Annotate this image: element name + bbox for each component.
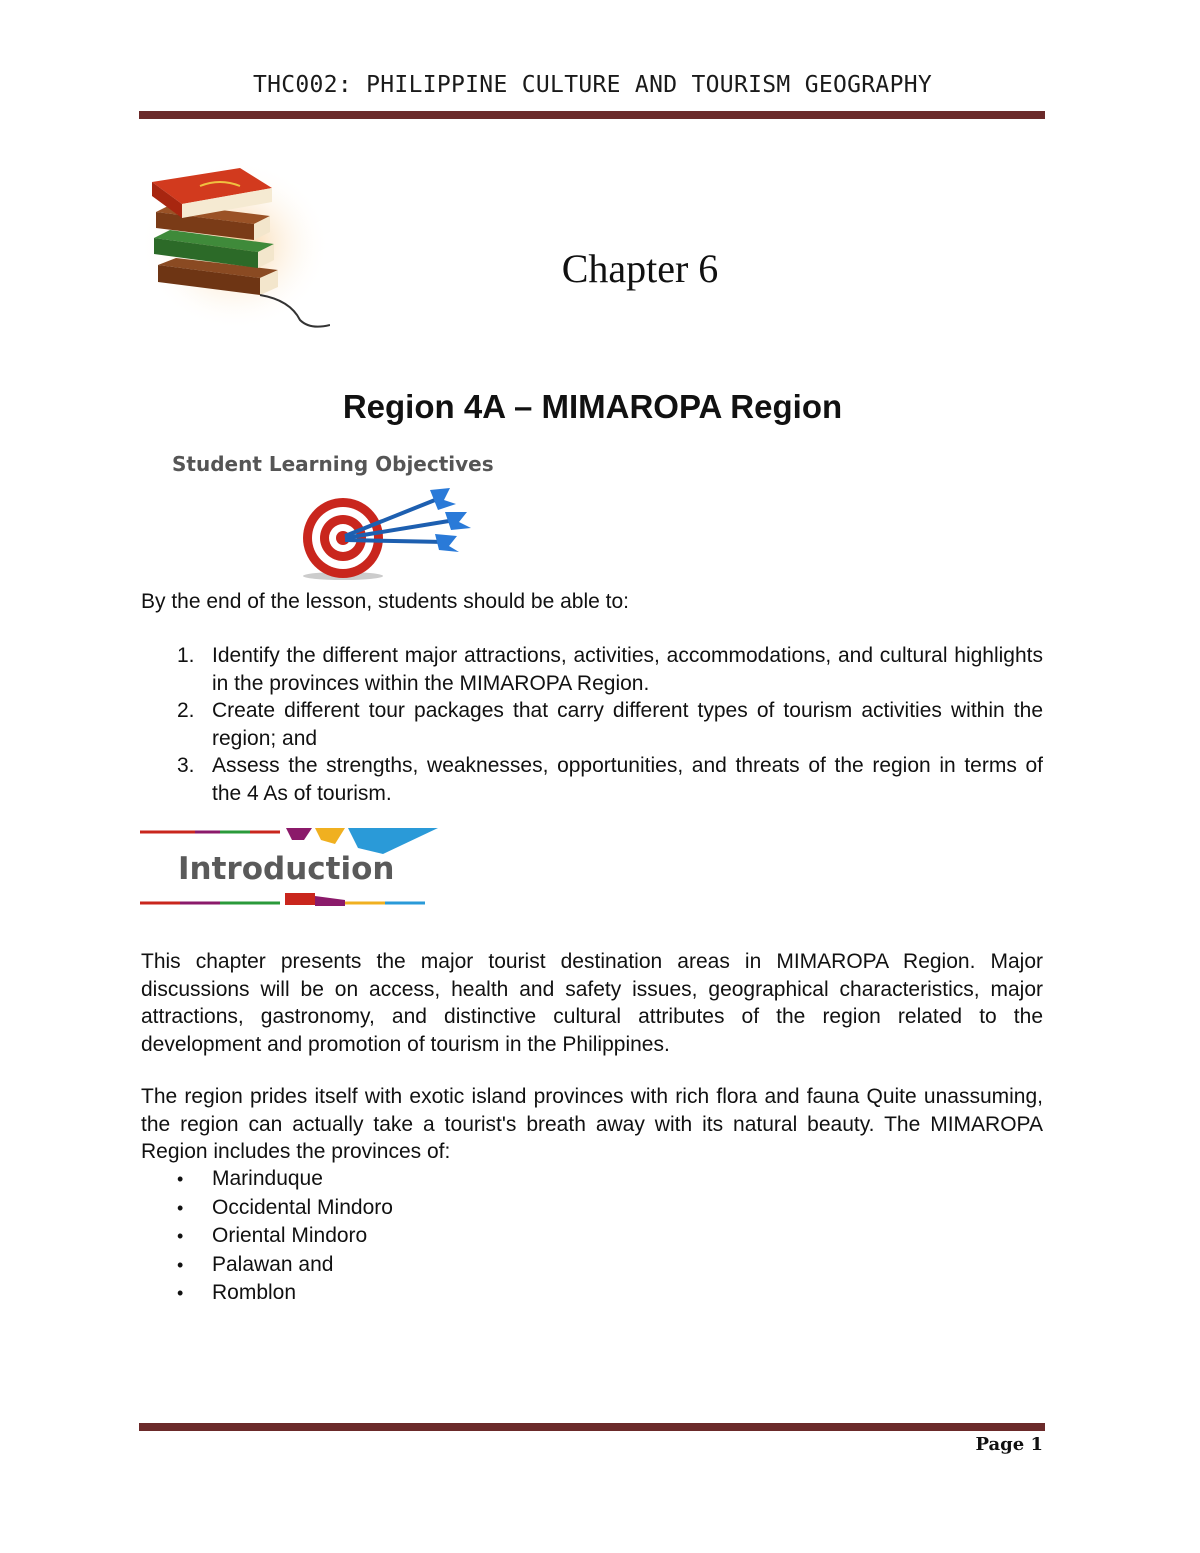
province-name: Oriental Mindoro [212,1224,368,1248]
objectives-heading: Student Learning Objectives [172,452,494,476]
province-name: Romblon [212,1281,297,1305]
header-title: THC002: PHILIPPINE CULTURE AND TOURISM GEOGRAPHY [252,72,933,98]
footer-rule [139,1423,1045,1431]
objectives-intro: By the end of the lesson, students should be able to: [141,590,630,613]
provinces-list [141,1165,393,1308]
introduction-banner [140,828,440,908]
bullet-icon: • [177,1197,184,1218]
objective-number: 3. [177,754,195,777]
objective-item [141,642,1043,697]
objective-text: Identify the different major attractions, activities, accommodations, and cultural highlights in the provinces within the MIMAROPA Region. [212,644,1043,695]
chapter-title: Chapter 6 [561,246,719,291]
introduction-paragraph-1: This chapter presents the major tourist destination areas in MIMAROPA Region. Major discussions will be on access, health and safety issues, geographical characteristics, major attractions, gastronomy, and distinctive cultural attributes of the region related to the development and promotion of tourism in the Philippines. [141,950,1043,1056]
province-item [141,1222,393,1251]
bullet-icon: • [177,1169,184,1189]
objective-number: 2. [177,699,195,722]
bullet-icon: • [177,1226,184,1247]
objectives-list [141,642,1043,807]
target-icon [295,486,480,581]
province-name: Marinduque [212,1167,323,1190]
province-item [141,1251,393,1280]
province-name: Occidental Mindoro [212,1195,393,1219]
header-rule [139,111,1045,119]
province-name: Palawan and [212,1252,334,1276]
province-item [141,1194,393,1223]
bullet-icon: • [177,1283,184,1304]
objective-item [141,697,1043,752]
province-item [141,1165,393,1194]
page-number: Page 1 [975,1434,1043,1455]
introduction-heading: Introduction [178,851,395,887]
books-icon [140,160,330,330]
bullet-icon: • [177,1254,184,1275]
objective-number: 1. [177,644,195,667]
province-item [141,1279,393,1308]
objective-text: Assess the strengths, weaknesses, opportunities, and threats of the region in terms of the 4 As of tourism. [212,754,1043,805]
introduction-paragraph-2: The region prides itself with exotic island provinces with rich flora and fauna Quite unassuming, the region can actually take a tourist's breath away with its natural beauty. The MIMAROPA Region includes the provinces of: [141,1085,1043,1163]
objective-text: Create different tour packages that carry different types of tourism activities within the region; and [212,699,1043,750]
objective-item [141,752,1043,807]
region-title: Region 4A – MIMAROPA Region [342,388,843,425]
